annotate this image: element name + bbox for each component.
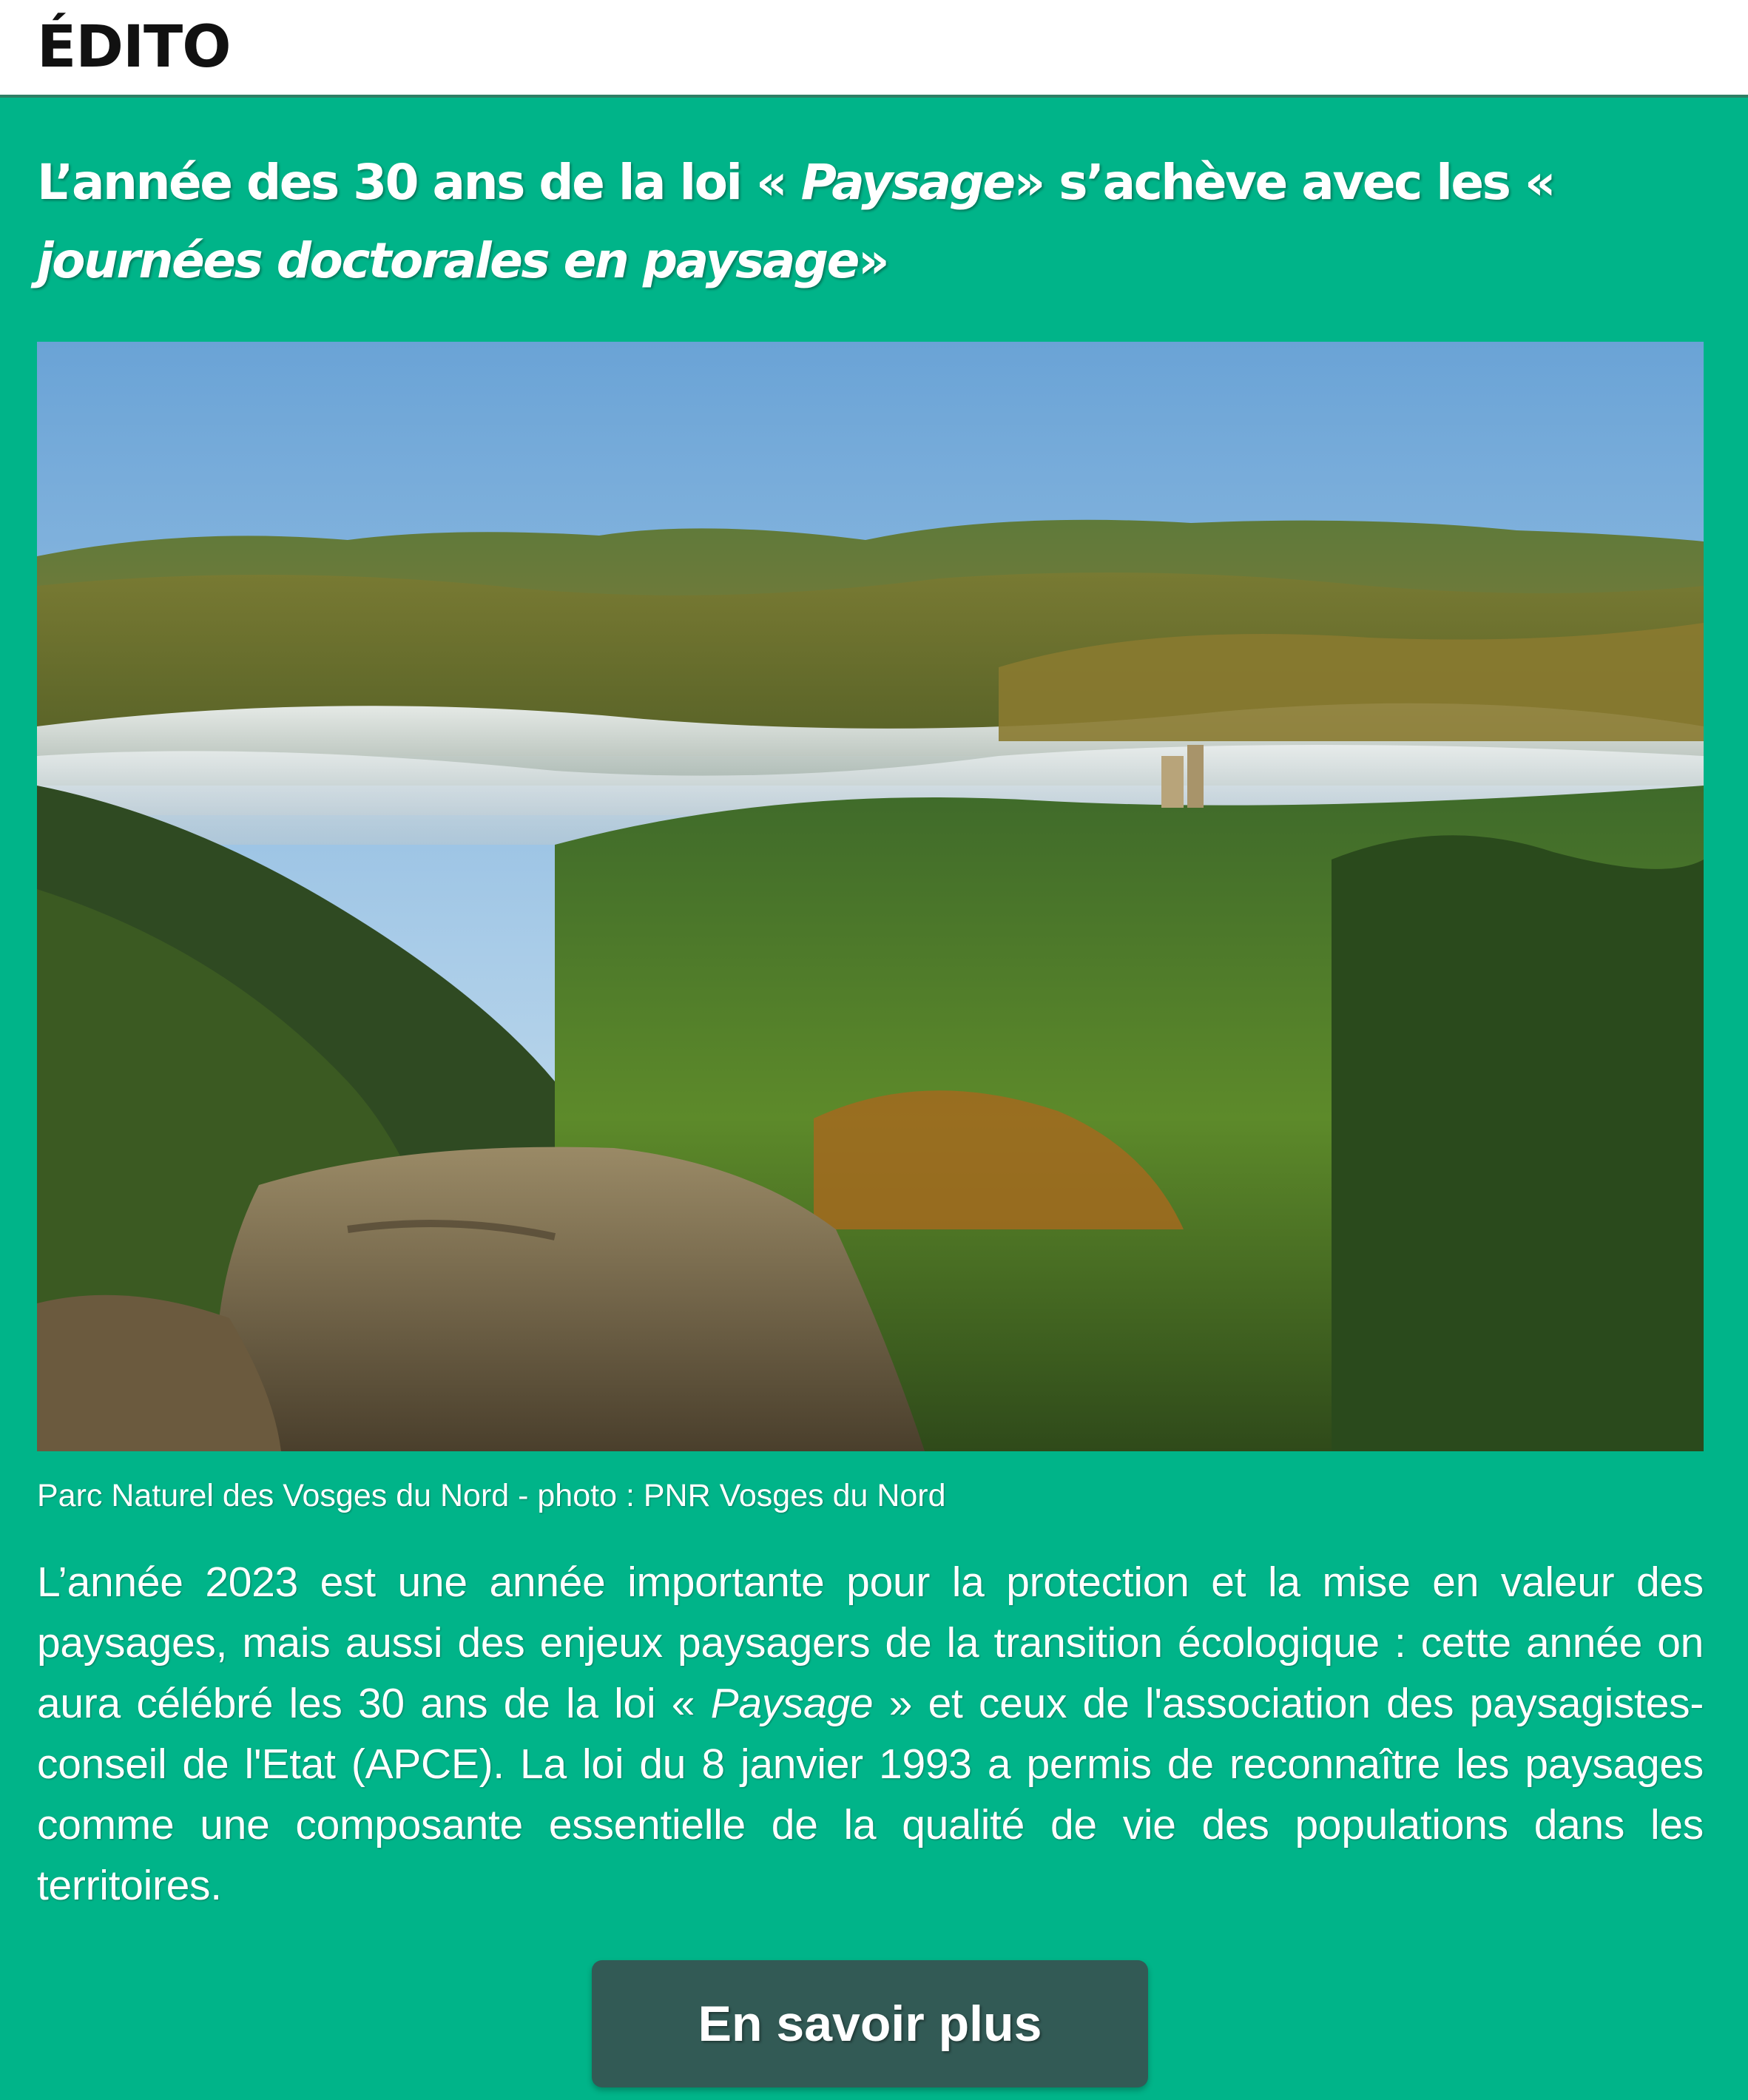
section-title: ÉDITO [37, 14, 231, 81]
section-header [0, 0, 1748, 95]
headline-text-1: L’année des 30 ans de la loi « [37, 154, 801, 211]
read-more-button[interactable]: En savoir plus [592, 1960, 1148, 2087]
headline-italic-2: journées doctorales en paysage [37, 232, 858, 289]
article-body [37, 1552, 1704, 1916]
headline-text-2: » s’achève avec les « [1013, 154, 1555, 211]
article-headline[interactable] [37, 144, 1724, 300]
headline-text-3: » [857, 232, 888, 289]
photo-caption: Parc Naturel des Vosges du Nord - photo : PNR Vosges du Nord [37, 1478, 946, 1513]
edito-panel [0, 95, 1748, 2100]
body-italic: Paysage [710, 1680, 874, 1727]
landscape-photo[interactable] [37, 342, 1704, 1451]
body-text-1: L’année 2023 est une année importante pour la protection et la mise en valeur des paysages, mais aussi des enjeux paysagers de la transition écologique : cette année on aura célébré les 30 ans de la loi « [37, 1559, 1704, 1727]
body-text-2: » et ceux de l'association des paysagistes-conseil de l'Etat (APCE). La loi du 8 janvier 1993 a permis de reconnaître les paysages comme une composante essentielle de la qualité de vie des populations dans les territoires. [37, 1680, 1704, 1909]
headline-italic-1: Paysage [800, 154, 1014, 211]
